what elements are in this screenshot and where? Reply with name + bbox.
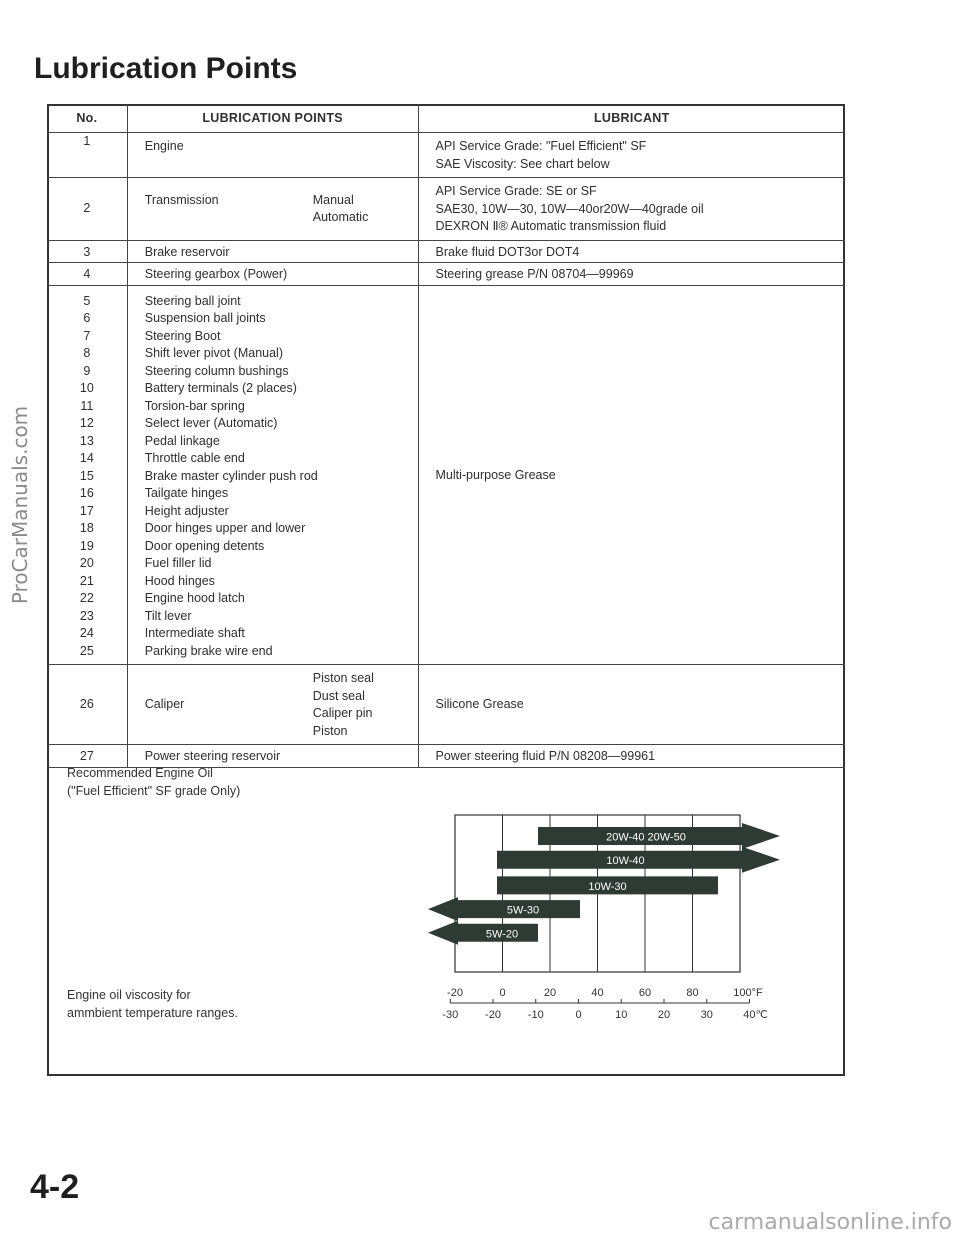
table-row	[47, 285, 845, 665]
viscosity-bar-label: 5W-30	[506, 904, 540, 917]
lubrication-point: Height adjuster	[144, 503, 229, 518]
lubrication-point-list	[128, 286, 418, 665]
caliper-part: Piston seal	[312, 671, 374, 685]
x-f-tick-label: 0	[499, 987, 506, 999]
recommended-oil-note	[67, 764, 240, 800]
row-number: 13	[79, 433, 94, 448]
x-c-tick-label: 40℃	[743, 1009, 768, 1021]
lubricant-cell	[418, 285, 845, 665]
header-lubricant: LUBRICANT	[418, 104, 845, 133]
caliper-part: Piston	[312, 723, 348, 738]
lubrication-point: Steering Boot	[144, 328, 221, 343]
lubricant-line: Silicone Grease	[435, 697, 524, 712]
lubrication-point: Door opening detents	[144, 538, 265, 553]
x-c-tick-label: -10	[527, 1009, 544, 1021]
bottom-watermark: carmanualsonline.info	[708, 1210, 952, 1235]
lubrication-point-cell	[127, 133, 418, 178]
row-number: 26	[47, 665, 127, 745]
row-number: 6	[83, 311, 91, 325]
lubrication-point: Steering ball joint	[144, 293, 241, 308]
row-number: 17	[79, 503, 94, 518]
lubricant-cell	[418, 178, 845, 241]
lubrication-point: Brake reservoir	[144, 244, 230, 259]
x-c-tick-label: 0	[575, 1009, 582, 1021]
lubricant-cell	[418, 745, 845, 768]
lubricant-line: Steering grease P/N 08704—99969	[435, 267, 634, 281]
row-number: 11	[80, 398, 94, 413]
lubricant-line: API Service Grade: SE or SF	[435, 184, 597, 198]
lubrication-point-cell	[127, 263, 418, 286]
row-number: 10	[79, 381, 94, 395]
lubrication-point: Select lever (Automatic)	[144, 416, 278, 430]
row-number: 12	[79, 416, 94, 430]
lubrication-point: Shift lever pivot (Manual)	[144, 346, 283, 360]
table-header-row	[47, 104, 845, 133]
lubrication-point: Steering column bushings	[144, 363, 289, 378]
lubrication-point: Engine	[144, 139, 184, 153]
lubrication-point: Tilt lever	[144, 608, 192, 623]
row-number-cell	[47, 285, 127, 665]
viscosity-bar	[428, 897, 580, 921]
lubrication-point-cell	[127, 240, 418, 263]
x-f-tick-label: 40	[591, 987, 604, 999]
lubrication-point: Torsion-bar spring	[144, 398, 245, 413]
lubrication-point-cell	[127, 178, 418, 241]
table-row	[47, 263, 845, 286]
viscosity-bar-label: 10W-30	[588, 880, 627, 893]
viscosity-bar-label: 5W-20	[485, 928, 519, 941]
transmission-variant: Automatic	[312, 210, 369, 225]
lubrication-point: Hood hinges	[144, 573, 215, 588]
row-number: 22	[79, 591, 94, 605]
lubricant-line: Power steering fluid P/N 08208—99961	[435, 749, 656, 763]
x-c-tick-label: -20	[485, 1009, 501, 1021]
table-row	[47, 240, 845, 263]
row-number: 16	[79, 486, 94, 500]
lubricant-line: Multi-purpose Grease	[435, 467, 556, 482]
lubrication-point: Intermediate shaft	[144, 626, 245, 640]
header-lubrication-points: LUBRICATION POINTS	[127, 104, 418, 133]
lubricant-line: SAE30, 10W—30, 10W—40or20W—40grade oil	[435, 201, 704, 216]
x-f-tick-label: 100°F	[733, 987, 763, 999]
caliper-part: Caliper pin	[312, 706, 373, 720]
lubrication-point: Steering gearbox (Power)	[144, 267, 288, 281]
row-number: 20	[79, 556, 94, 570]
lubricant-cell	[418, 240, 845, 263]
lubrication-table	[47, 104, 845, 768]
x-f-tick-label: 60	[638, 987, 652, 999]
viscosity-bar-label: 20W-40 20W-50	[606, 831, 686, 844]
row-number: 19	[79, 538, 94, 553]
row-number: 9	[83, 363, 91, 378]
lubricant-cell	[418, 133, 845, 178]
row-number: 2	[47, 178, 127, 241]
row-number-list	[47, 286, 127, 665]
table-row	[47, 178, 845, 241]
x-f-tick-label: 80	[686, 987, 699, 999]
caliper-part: Dust seal	[312, 688, 365, 703]
viscosity-bar	[428, 921, 538, 945]
recommended-oil-subtitle: ("Fuel Efficient" SF grade Only)	[67, 784, 241, 798]
chart-caption-line: ammbient temperature ranges.	[67, 1006, 238, 1020]
lubrication-point: Battery terminals (2 places)	[144, 381, 297, 395]
x-c-tick-label: 30	[700, 1009, 713, 1021]
lubricant-cell	[418, 263, 845, 286]
recommended-oil-title: Recommended Engine Oil	[67, 766, 213, 780]
lubrication-point-cell	[127, 285, 418, 665]
table-row	[47, 133, 845, 178]
row-number: 7	[83, 328, 91, 343]
page-title: Lubrication Points	[34, 52, 298, 85]
viscosity-bar-label: 10W-40	[606, 855, 645, 868]
transmission-variant: Manual	[312, 192, 354, 207]
chart-caption-line: Engine oil viscosity for	[67, 988, 191, 1002]
x-c-tick-label: 10	[615, 1009, 628, 1021]
row-number: 21	[79, 573, 94, 588]
x-f-tick-label: -20	[447, 987, 463, 999]
x-c-tick-label: 20	[657, 1009, 671, 1021]
lubricant-cell	[418, 665, 845, 745]
row-number: 4	[47, 263, 127, 286]
lubrication-point-cell	[127, 665, 418, 745]
row-number: 27	[47, 745, 127, 768]
header-no: No.	[47, 104, 127, 133]
x-f-tick-label: 20	[543, 987, 557, 999]
chart-caption	[67, 986, 238, 1022]
row-number: 18	[79, 521, 94, 535]
side-watermark-text: ProCarManuals.com	[8, 405, 32, 605]
row-number: 23	[79, 608, 94, 623]
row-number: 24	[79, 626, 94, 640]
row-number: 25	[79, 643, 94, 658]
viscosity-chart	[410, 805, 810, 1040]
page-number: 4-2	[30, 1168, 80, 1206]
lubricant-line: Brake fluid DOT3or DOT4	[435, 244, 580, 259]
lubrication-point: Throttle cable end	[144, 451, 245, 465]
table-row	[47, 665, 845, 745]
lubrication-point: Engine hood latch	[144, 591, 245, 605]
lubricant-line: API Service Grade: "Fuel Efficient" SF	[435, 139, 647, 153]
lubrication-point: Pedal linkage	[144, 433, 220, 448]
lubrication-point: Caliper	[144, 697, 185, 712]
row-number: 14	[79, 451, 94, 465]
lubricant-line: SAE Viscosity: See chart below	[435, 156, 610, 171]
lubrication-point: Tailgate hinges	[144, 486, 229, 500]
row-number: 15	[79, 468, 94, 483]
lubricant-line: DEXRON Ⅱ® Automatic transmission fluid	[435, 219, 667, 233]
lubrication-point: Door hinges upper and lower	[144, 521, 306, 535]
lubrication-point: Transmission	[144, 192, 219, 207]
lubrication-point: Brake master cylinder push rod	[144, 468, 318, 483]
x-c-tick-label: -30	[442, 1009, 459, 1021]
row-number: 8	[83, 346, 91, 360]
lubrication-point: Suspension ball joints	[144, 311, 266, 325]
row-number: 5	[83, 293, 91, 308]
row-number: 3	[47, 240, 127, 263]
row-number: 1	[47, 133, 127, 178]
lubrication-point: Power steering reservoir	[144, 749, 281, 763]
lubrication-point: Parking brake wire end	[144, 643, 273, 658]
lubrication-point: Fuel filler lid	[144, 556, 212, 570]
